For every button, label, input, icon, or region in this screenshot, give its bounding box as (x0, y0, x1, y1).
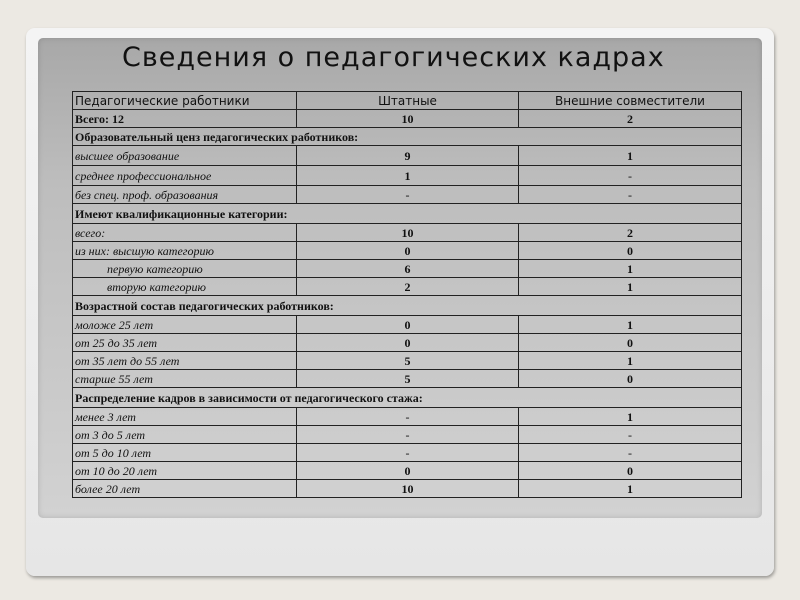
external-value: 1 (519, 408, 742, 426)
external-value: 1 (519, 480, 742, 498)
table-row (73, 462, 742, 480)
row-label: всего: (73, 224, 297, 242)
row-label: из них: высшую категорию (73, 242, 297, 260)
external-value: 2 (519, 224, 742, 242)
staff-value: 2 (297, 278, 519, 296)
staff-value: 10 (297, 224, 519, 242)
row-label: Всего: 12 (73, 110, 297, 128)
table-row (73, 444, 742, 462)
external-value: - (519, 444, 742, 462)
external-value: 0 (519, 334, 742, 352)
external-value: 2 (519, 110, 742, 128)
staff-statistics-table (72, 91, 742, 498)
table-row (73, 426, 742, 444)
staff-value: - (297, 408, 519, 426)
row-label: моложе 25 лет (73, 316, 297, 334)
table-row (73, 146, 742, 166)
external-value: 1 (519, 316, 742, 334)
table-row (73, 370, 742, 388)
row-label: от 35 лет до 55 лет (73, 352, 297, 370)
staff-value: - (297, 426, 519, 444)
row-label: первую категорию (73, 260, 297, 278)
section-heading: Распределение кадров в зависимости от педагогического стажа: (73, 388, 742, 408)
staff-value: 0 (297, 242, 519, 260)
external-value: 0 (519, 370, 742, 388)
external-value: - (519, 426, 742, 444)
external-value: - (519, 186, 742, 204)
row-label: от 5 до 10 лет (73, 444, 297, 462)
staff-value: 9 (297, 146, 519, 166)
staff-value: 10 (297, 480, 519, 498)
row-label: более 20 лет (73, 480, 297, 498)
row-label: от 25 до 35 лет (73, 334, 297, 352)
external-value: - (519, 166, 742, 186)
external-value: 1 (519, 260, 742, 278)
section-heading: Имеют квалификационные категории: (73, 204, 742, 224)
header-cell-category: Педагогические работники (73, 92, 297, 110)
row-label: старше 55 лет (73, 370, 297, 388)
header-cell-staff: Штатные (297, 92, 519, 110)
header-cell-external: Внешние совместители (519, 92, 742, 110)
staff-value: 0 (297, 334, 519, 352)
row-label: без спец. проф. образования (73, 186, 297, 204)
staff-value: - (297, 186, 519, 204)
table-row (73, 186, 742, 204)
table-row (73, 224, 742, 242)
table-row (73, 408, 742, 426)
external-value: 1 (519, 278, 742, 296)
table-row (73, 166, 742, 186)
table-row (73, 242, 742, 260)
staff-value: - (297, 444, 519, 462)
staff-value: 10 (297, 110, 519, 128)
section-row-categories (73, 204, 742, 224)
row-label: от 3 до 5 лет (73, 426, 297, 444)
table-row (73, 278, 742, 296)
staff-value: 0 (297, 462, 519, 480)
table-row (73, 334, 742, 352)
row-label: вторую категорию (73, 278, 297, 296)
row-label: среднее профессиональное (73, 166, 297, 186)
staff-value: 6 (297, 260, 519, 278)
staff-value: 1 (297, 166, 519, 186)
section-row-age (73, 296, 742, 316)
section-heading: Образовательный ценз педагогических работников: (73, 128, 742, 146)
table-row (73, 260, 742, 278)
external-value: 0 (519, 242, 742, 260)
external-value: 1 (519, 352, 742, 370)
row-label: от 10 до 20 лет (73, 462, 297, 480)
table-row (73, 316, 742, 334)
table-row (73, 480, 742, 498)
table-row-total (73, 110, 742, 128)
section-heading: Возрастной состав педагогических работников: (73, 296, 742, 316)
staff-value: 5 (297, 370, 519, 388)
staff-value: 0 (297, 316, 519, 334)
staff-value: 5 (297, 352, 519, 370)
row-label: высшее образование (73, 146, 297, 166)
section-row-education (73, 128, 742, 146)
table-row (73, 352, 742, 370)
section-row-experience (73, 388, 742, 408)
slide-title: Сведения о педагогических кадрах (122, 42, 665, 73)
table-header-row (73, 92, 742, 110)
external-value: 1 (519, 146, 742, 166)
external-value: 0 (519, 462, 742, 480)
row-label: менее 3 лет (73, 408, 297, 426)
